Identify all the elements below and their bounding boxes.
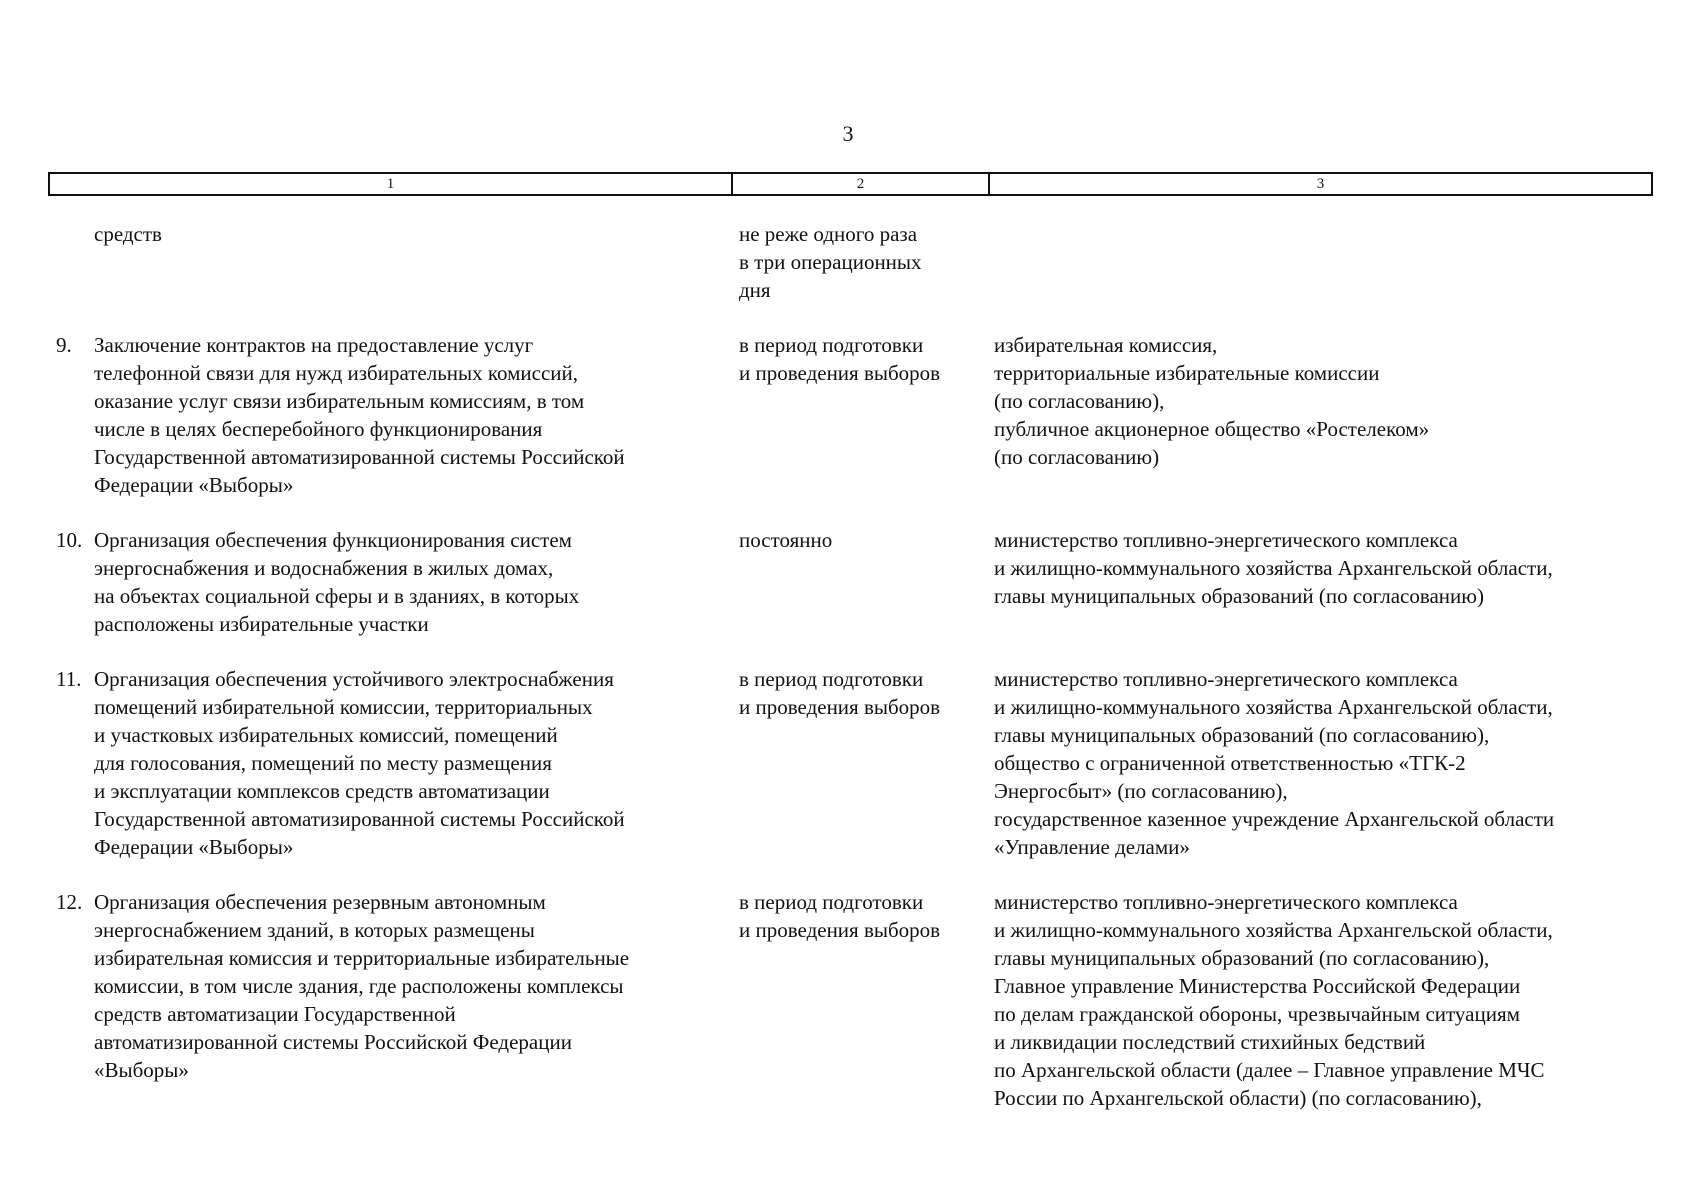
- responsible-parties: министерство топливно-энергетического комплекса и жилищно-коммунального хозяйства Архангельской области, главы муниципальных образований (по согласованию), общество с ограниченной ответственностью «ТГК-2 Энергосбыт» (по согласованию), государственное казенное учреждение Архангельской области «Управление делами»: [994, 667, 1555, 859]
- task-description: средств: [94, 222, 162, 246]
- table-row: [48, 665, 1653, 861]
- row-number: [48, 220, 94, 304]
- task-description: Организация обеспечения функционирования систем энергоснабжения и водоснабжения в жилых домах, на объектах социальной сферы и в зданиях, в которых расположены избирательные участки: [94, 528, 580, 636]
- row-number: 10.: [56, 528, 83, 552]
- responsible-parties: [988, 220, 1653, 304]
- row-number: 9.: [56, 333, 72, 357]
- execution-period: в период подготовки и проведения выборов: [739, 890, 941, 942]
- task-description: Заключение контрактов на предоставление услуг телефонной связи для нужд избирательных комиссий, оказание услуг связи избирательным комиссиям, в том числе в целях бесперебойного функционирования Государственной автоматизированной системы Российской Федерации «Выборы»: [94, 333, 625, 497]
- row-number: 11.: [56, 667, 82, 691]
- table-row: [48, 888, 1653, 1112]
- execution-period: в период подготовки и проведения выборов: [739, 667, 941, 719]
- table-row: [48, 220, 1653, 304]
- task-description: Организация обеспечения резервным автономным энергоснабжением зданий, в которых размещены избирательная комиссия и территориальные избирательные комиссии, в том числе здания, где расположены комплексы средств автоматизации Государственной автоматизированной системы Российской Федерации «Выборы»: [94, 890, 630, 1082]
- column-number-3: 3: [1316, 176, 1325, 192]
- row-number: 12.: [56, 890, 83, 914]
- execution-period: не реже одного раза в три операционных дня: [739, 222, 922, 302]
- page-number: 3: [842, 121, 854, 146]
- column-number-1: 1: [50, 174, 733, 194]
- execution-period: в период подготовки и проведения выборов: [739, 333, 941, 385]
- responsible-parties: министерство топливно-энергетического комплекса и жилищно-коммунального хозяйства Архангельской области, главы муниципальных образований (по согласованию): [994, 528, 1553, 608]
- execution-period: постоянно: [739, 528, 833, 552]
- table-row: [48, 331, 1653, 499]
- table-body: [48, 220, 1653, 1139]
- task-description: Организация обеспечения устойчивого электроснабжения помещений избирательной комиссии, территориальных и участковых избирательных комиссий, помещений для голосования, помещений по месту размещения и эксплуатации комплексов средств автоматизации Государственной автоматизированной системы Российской Федерации «Выборы»: [94, 667, 625, 859]
- table-column-header: [48, 172, 1653, 196]
- table-row: [48, 526, 1653, 638]
- responsible-parties: министерство топливно-энергетического комплекса и жилищно-коммунального хозяйства Архангельской области, главы муниципальных образований (по согласованию), Главное управление Министерства Российской Федерации по делам гражданской обороны, чрезвычайным ситуациям и ликвидации последствий стихийных бедствий по Архангельской области (далее – Главное управление МЧС России по Архангельской области) (по согласованию),: [994, 890, 1553, 1110]
- responsible-parties: избирательная комиссия, территориальные избирательные комиссии (по согласованию), публичное акционерное общество «Ростелеком» (по согласованию): [994, 333, 1430, 469]
- column-number-2: 2: [733, 174, 990, 194]
